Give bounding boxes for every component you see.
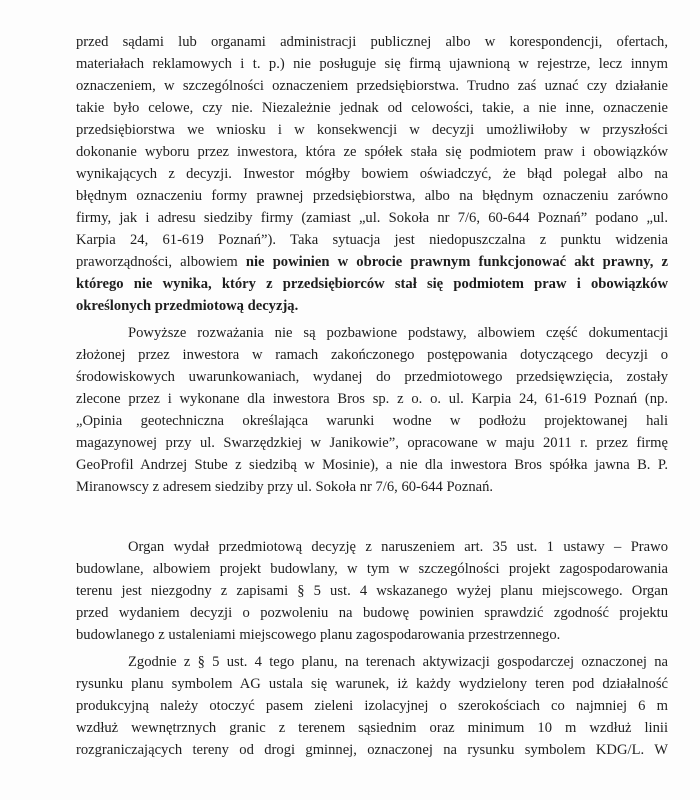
text-line: rozgraniczających tereny od drogi gminnej, oznaczonej na rysunku symbolem KDG/L. W [76, 742, 668, 758]
text-line: produkcyjną należy otoczyć pasem zieleni izolacyjnej o szerokościach co najmniej 6 m [76, 698, 668, 714]
text-line: środowiskowych uwarunkowaniach, wydanej do przedmiotowego przedsięwzięcia, zostały [76, 369, 668, 385]
paragraph-first-line: Zgodnie z § 5 ust. 4 tego planu, na terenach aktywizacji gospodarczej oznaczonej na [128, 654, 668, 670]
text-line: przedsiębiorstwa we wniosku i w konsekwencji w decyzji umożliwiłoby w przyszłości [76, 122, 668, 138]
text-line: wynikających z decyzji. Inwestor mógłby bowiem oświadczyć, że błąd polegał albo na [76, 166, 668, 182]
text-line: wzdłuż wewnętrznych granic z terenem sąsiednim oraz minimum 10 m wzdłuż linii [76, 720, 668, 736]
text-line: rysunku planu symbolem AG ustala się warunek, iż każdy wydzielony teren pod działalność [76, 676, 668, 692]
text-line: Miranowscy z adresem siedziby przy ul. Sokoła nr 7/6, 60-644 Poznań. [76, 479, 494, 495]
emphasized-line: którego nie wynika, który z przedsiębiorców stał się podmiotem praw i obowiązków [76, 276, 668, 292]
paragraph-first-line: Organ wydał przedmiotową decyzję z naruszeniem art. 35 ust. 1 ustawy – Prawo [128, 539, 668, 555]
text-line: przed wydaniem decyzji o pozwoleniu na budowę powinien sprawdzić zgodność projektu [76, 605, 668, 621]
text-line: magazynowej przy ul. Swarzędzkiej w Janikowie”, opracowane w maju 2011 r. przez firmę [76, 435, 668, 451]
text-line: budowlanego z ustaleniami miejscowego planu zagospodarowania przestrzennego. [76, 627, 561, 643]
emphasized-line: określonych przedmiotową decyzją. [76, 298, 299, 314]
text-line: materiałach reklamowych i t. p.) nie posługuje się firmą ujawnioną w rejestrze, lecz innym [76, 56, 668, 72]
text-line: złożonej przez inwestora w ramach zakończonego postępowania dotyczącego decyzji o [76, 347, 668, 363]
text-line: terenu jest niezgodny z zapisami § 5 ust. 4 wskazanego wyżej planu miejscowego. Organ [76, 583, 668, 599]
text-line: firmy, jak i adresu siedziby firmy (zamiast „ul. Sokoła nr 7/6, 60-644 Poznań” podano „ul. [76, 210, 668, 226]
text-line: dokonanie wyboru przez inwestora, która ze spółek stała się podmiotem praw i obowiązków [76, 144, 668, 160]
text-line: oznaczeniem, w szczególności oznaczeniem przedsiębiorstwa. Trudno zaś uznać czy działanie [76, 78, 668, 94]
text-line: budowlane, albowiem projekt budowlany, w tym w szczególności projekt zagospodarowania [76, 561, 668, 577]
emphasized-text: nie powinien w obrocie prawnym funkcjonować akt prawny, z [245, 254, 668, 270]
text-line: zlecone przez i wykonane dla inwestora Bros sp. z o. o. ul. Karpia 24, 61-619 Poznań (np. [76, 391, 668, 407]
text-line: błędnym oznaczeniu formy prawnej przedsiębiorstwa, albo na błędnym oznaczeniu zarówno [76, 188, 668, 204]
text-line: Karpia 24, 61-619 Poznań”). Taka sytuacja jest niedopuszczalna z punktu widzenia [76, 232, 668, 248]
text-line: przed sądami lub organami administracji publicznej albo w korespondencji, ofertach, [76, 34, 668, 50]
text-line: GeoProfil Andrzej Stube z siedzibą w Mosinie), a nie dla inwestora Bros spółka jawna B. P. [76, 457, 668, 473]
text-line [76, 251, 668, 273]
text-line: „Opinia geotechniczna określająca warunki wodne w podłożu projektowanej hali [76, 413, 668, 429]
text-run: praworządności, albowiem [76, 254, 246, 270]
paragraph-first-line: Powyższe rozważania nie są pozbawione podstawy, albowiem część dokumentacji [128, 325, 668, 341]
text-line: takie było celowe, czy nie. Niezależnie jednak od celowości, takie, a nie inne, oznaczenie [76, 100, 668, 116]
